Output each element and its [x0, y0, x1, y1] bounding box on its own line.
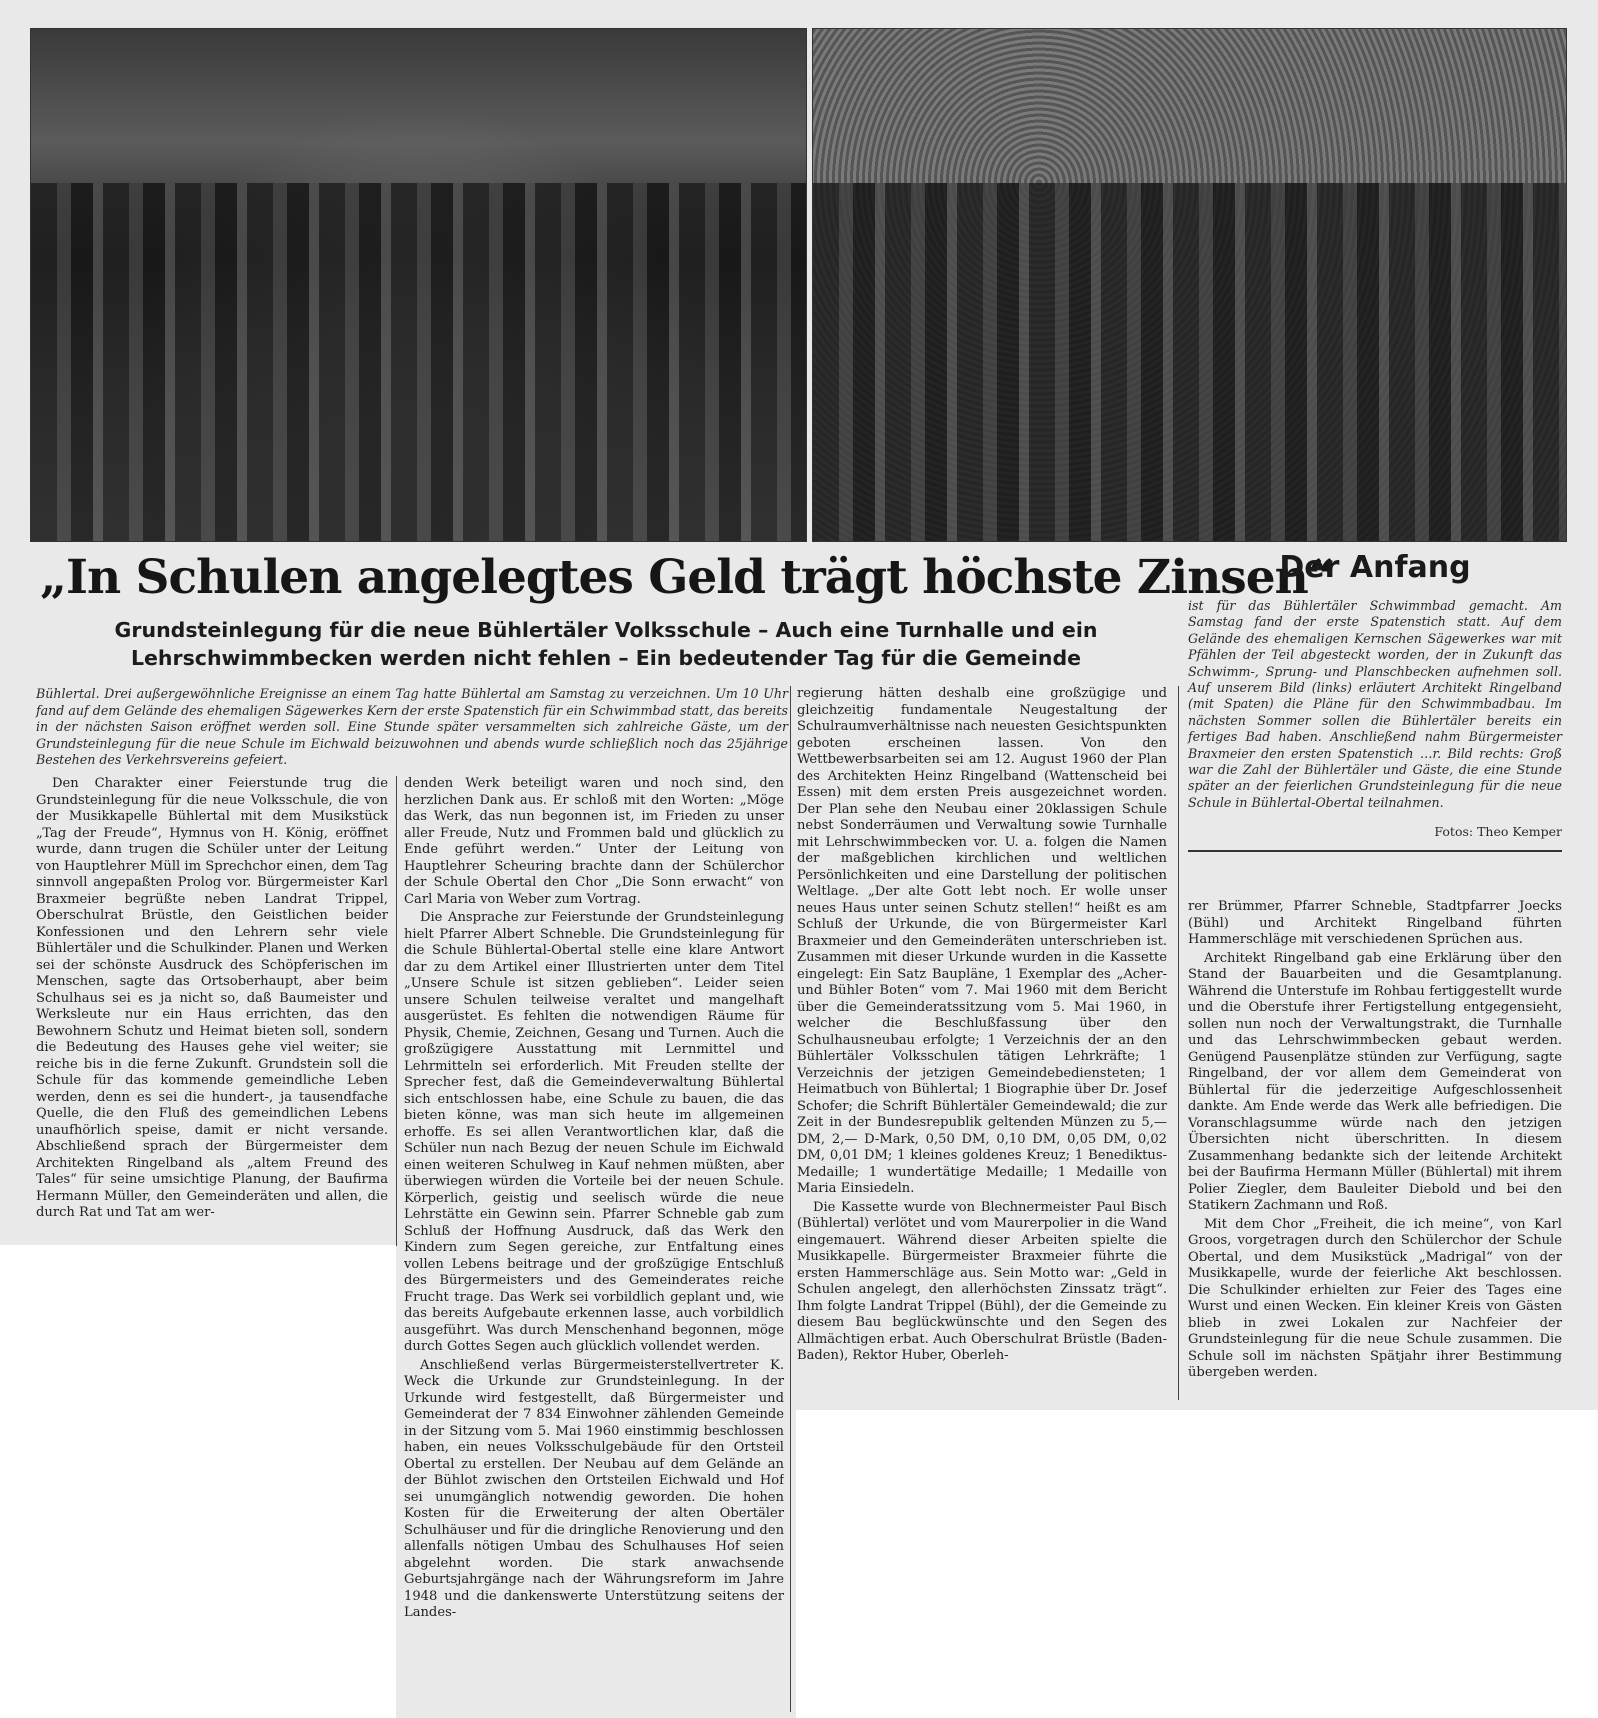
sidebar-text: ist für das Bühlertäler Schwimmbad gemacht. Am Samstag fand der erste Spatenstich statt. Auf dem Gelände des ehemaligen Kernschen Sägewerkes war mit Pfählen der Teil abgesteckt worden, der in Zukunft das Schwimm-, Sprung- und Planschbecken aufnehmen soll. Auf unserem Bild (links) erläutert Architekt Ringelband (mit Spaten) die Pläne für den Schwimmbadbau. Im nächsten Sommer sollen die Bühlertäler bereits ein fertiges Bad haben. Anschließend nahm Bürgermeister Braxmeier den ersten Spatenstich …r. Bild rechts: Groß war die Zahl der Bühlertäler und Gäste, die eine Stunde später an der feierlichen Grundsteinlegung für die neue Schule in Bühlertal-Obertal teilnahmen.: [1188, 598, 1562, 810]
article-column-1: [36, 776, 388, 1246]
paragraph: rer Brümmer, Pfarrer Schneble, Stadtpfarrer Joecks (Bühl) und Architekt Ringelband führten Hammerschläge mit verschiedenen Sprüchen aus.: [1188, 899, 1562, 947]
headline: „In Schulen angelegtes Geld trägt höchste Zinsen“: [40, 550, 1334, 605]
photo-credit: Fotos: Theo Kemper: [1434, 824, 1562, 839]
article-column-2: [404, 776, 784, 1712]
column-divider: [1178, 686, 1179, 1400]
paragraph: Mit dem Chor „Freiheit, die ich meine“, von Karl Groos, vorgetragen durch den Schülerchor der Schule Obertal, und dem Musikstück „Madrigal“ von der Musikkapelle, wurde der feierliche Akt beschlossen. Die Schulkinder erhielten zur Feier des Tages eine Wurst und einen Wecken. Ein kleiner Kreis von Gästen blieb in zwei Lokalen zur Nachfeier der Grundsteinlegung für die neue Schule zusammen. Die Schule soll im nächsten Spätjahr ihrer Bestimmung übergeben werden.: [1188, 1216, 1562, 1380]
subheadline: Grundsteinlegung für die neue Bühlertäler Volksschule – Auch eine Turnhalle und ein Lehrschwimmbecken werden nicht fehlen – Ein bedeutender Tag für die Gemeinde: [114, 618, 1098, 670]
paragraph: Architekt Ringelband gab eine Erklärung über den Stand der Bauarbeiten und die Gesamtplanung. Während die Unterstufe im Rohbau fertiggestellt wurde und die Oberstufe ihrer Fertigstellung entgegensieht, sollen nun noch der Verwaltungstrakt, die Turnhalle und das Lehrschwimmbecken gebaut werden. Genügend Pausenplätze stünden zur Verfügung, sagte Ringelband, der vor allem dem Gemeinderat von Bühlertal für die jederzeitige Aufgeschlossenheit dankte. Am Ende werde das Werk alle befriedigen. Die Voranschlagsumme würde nach den jetzigen Übersichten nicht überschritten. In diesem Zusammenhang bedankte sich der leitende Architekt bei der Baufirma Hermann Müller (Bühlertal) mit ihrem Polier Ziegler, dem Bauleiter Diebold und bei den Statikern Zachmann und Roß.: [1188, 950, 1562, 1213]
column-divider: [396, 776, 397, 1246]
paragraph: Anschließend verlas Bürgermeisterstellvertreter K. Weck die Urkunde zur Grundsteinlegung. In der Urkunde wird festgestellt, daß Bürgermeister und Gemeinderat der 7 834 Einwohner zählenden Gemeinde in der Sitzung vom 5. Mai 1960 einstimmig beschlossen haben, ein neues Volksschulgebäude für den Ortsteil Obertal zu erstellen. Der Neubau auf dem Gelände an der Bühlot zwischen den Ortsteilen Eichwald und Hof sei unumgänglich notwendig geworden. Die hohen Kosten für die Erweiterung der alten Obertäler Schulhäuser und für die dringliche Renovierung und den allenfalls nötigen Umbau des Schulhauses Hof seien abgelehnt worden. Die stark anwachsende Geburtsjahrgänge nach der Währungsreform im Jahre 1948 und die dankenswerte Unterstützung seitens der Landes-: [404, 1357, 784, 1620]
sidebar-title: Der Anfang: [1279, 550, 1471, 585]
article-column-3: [797, 686, 1167, 1400]
paragraph: Die Ansprache zur Feierstunde der Grundsteinlegung hielt Pfarrer Albert Schneble. Die Grundsteinlegung für die Schule Bühlertal-Obertal stelle eine klare Antwort dar zu dem Artikel einer Illustrierten unter dem Titel „Unsere Schule ist sitzen geblieben“. Leider seien unsere Schulen teilweise veraltet und mangelhaft ausgerüstet. Es fehlten die notwendigen Räume für Physik, Chemie, Zeichnen, Gesang und Turnen. Auch die großzügigere Ausstattung mit Lernmittel und Lehrmitteln sei erforderlich. Mit Freuden stellte der Sprecher fest, daß die Gemeindeverwaltung Bühlertal sich entschlossen habe, eine Schule zu bauen, die das bieten könne, was man sich heute im allgemeinen erhoffe. Es sei allen Verantwortlichen klar, daß die Schüler nun nach Bezug der neuen Schule im Eichwald einen weiteren Schulweg in Kauf nehmen müßten, aber überwiegen würden die Vorteile bei der neuen Schule. Körperlich, geistig und seelisch würde die neue Lehrstätte ein Gewinn sein. Pfarrer Schneble gab zum Schluß der Hoffnung Ausdruck, daß das Werk den Kindern zum Segen gereiche, zur Entfaltung eines vollen Lebens beitrage und der großzügige Entschluß des Bürgermeisters und des Gemeinderates reiche Frucht trage. Das Werk sei vorbildlich geplant und, wie das bereits Aufgebaute erkennen lasse, auch vorbildlich ausgeführt. Was durch Menschenhand begonnen, möge durch Gottes Segen auch glücklich vollendet werden.: [404, 910, 784, 1354]
paragraph: Den Charakter einer Feierstunde trug die Grundsteinlegung für die neue Volksschule, die von der Musikkapelle Bühlertal mit dem Musikstück „Tag der Freude“, Hymnus von H. König, eröffnet wurde, dann trugen die Schüler unter der Leitung von Hauptlehrer Müll im Sprechchor einen, dem Tag sinnvoll angepaßten Prolog vor. Bürgermeister Karl Braxmeier begrüßte neben Landrat Trippel, Oberschulrat Brüstle, den Geistlichen beider Konfessionen und den Lehrern sehr viele Bühlertäler und die Schulkinder. Planen und Werken sei der schönste Ausdruck des Schöpferischen im Menschen, sagte das Ortsoberhaupt, aber beim Schulhaus sei es ja nicht so, daß Baumeister und Werksleute nur ein Haus errichten, das den Bewohnern Schutz und Heimat bieten soll, sondern die Bedeutung des Hauses gehe viel weiter; sie reiche bis in die ferne Zukunft. Grundstein soll die Schule für das kommende gemeindliche Leben werden, denn es sei die hundert-, ja tausendfache Quelle, die den Fluß des gemeindlichen Lebens unaufhörlich speise, damit er nicht versande. Abschließend sprach der Bürgermeister dem Architekten Ringelband als „altem Freund des Tales“ für seine umsichtige Planung, der Baufirma Hermann Müller, den Gemeinderäten und allen, die durch Rat und Tat am wer-: [36, 776, 388, 1220]
column-divider: [790, 686, 791, 1712]
photo-groundbreaking: [30, 28, 807, 542]
sidebar-separator: [1188, 850, 1562, 852]
photo-people-silhouettes: [31, 183, 806, 541]
photo-crowd-silhouettes: [813, 183, 1566, 541]
paragraph: regierung hätten deshalb eine großzügige und gleichzeitig fundamentale Neugestaltung der Schulraumverhältnisse nach neuesten Gesichtspunkten geboten erscheinen lassen. Von den Wettbewerbsarbeiten sei am 12. August 1960 der Plan des Architekten Heinz Ringelband (Wattenscheid bei Essen) mit dem ersten Preis ausgezeichnet worden. Der Plan sehe den Neubau einer 20klassigen Schule nebst Sonderräumen und Verwaltung sowie Turnhalle mit Lehrschwimmbecken vor. U. a. folgen die Namen der maßgeblichen kirchlichen und weltlichen Persönlichkeiten und eine Darstellung der politischen Weltlage. „Der alte Gott lebt noch. Er wolle unser neues Haus unter seinen Schutz stellen!“ heißt es am Schluß der Urkunde, die von Bürgermeister Karl Braxmeier und den Gemeinderäten unterschrieben ist. Zusammen mit dieser Urkunde wurden in die Kassette eingelegt: Ein Satz Baupläne, 1 Exemplar des „Acher- und Bühler Boten“ vom 7. Mai 1960 mit dem Bericht über die Gemeinderatssitzung vom 5. Mai 1960, in welcher die Beschlußfassung über den Schulhausneubau erfolgte; 1 Verzeichnis der an den Bühlertäler Volksschulen tätigen Lehrkräfte; 1 Verzeichnis der jetzigen Gemeindebediensteten; 1 Heimatbuch von Bühlertal; 1 Biographie über Dr. Josef Schofer; die Schrift Bühlertäler Gemeindewald; die zur Zeit in der Bundesrepublik geltenden Münzen zu 5,— DM, 2,— D-Mark, 0,50 DM, 0,10 DM, 0,05 DM, 0,02 DM, 0,01 DM; 1 kleines goldenes Kreuz; 1 Benediktus-Medaille; 1 wundertätige Medaille; 1 Medaille von Maria Einsiedeln.: [797, 686, 1167, 1196]
lead-paragraph: Bühlertal. Drei außergewöhnliche Ereignisse an einem Tag hatte Bühlertal am Samstag zu verzeichnen. Um 10 Uhr fand auf dem Gelände des ehemaligen Sägewerkes Kern der erste Spatenstich für ein Schwimmbad statt, das bereits in der nächsten Saison eröffnet werden soll. Eine Stunde später versammelten sich zahlreiche Gäste, um der Grundsteinlegung für die neue Schule im Eichwald beizuwohnen und abends wurde schließlich noch das 25jährige Bestehen des Verkehrsvereins gefeiert.: [36, 686, 788, 768]
article-column-4: [1188, 899, 1562, 1399]
paragraph: Die Kassette wurde von Blechnermeister Paul Bisch (Bühlertal) verlötet und vom Maurerpolier in die Wand eingemauert. Während dieser Arbeiten spielte die Musikkapelle. Bürgermeister Braxmeier führte die ersten Hammerschläge aus. Sein Motto war: „Geld in Schulen angelegt, den allerhöchsten Zinssatz trägt“. Ihm folgte Landrat Trippel (Bühl), der die Gemeinde zu diesem Bau beglückwünschte und den Segen des Allmächtigen erbat. Auch Oberschulrat Brüstle (Baden-Baden), Rektor Huber, Oberleh-: [797, 1199, 1167, 1363]
photo-crowd: [812, 28, 1567, 542]
paragraph: denden Werk beteiligt waren und noch sind, den herzlichen Dank aus. Er schloß mit den Worten: „Möge das Werk, das nun begonnen ist, im Frieden zu unser aller Freude, Nutz und Frommen bald und glücklich zu Ende geführt werden.“ Unter der Leitung von Hauptlehrer Scheuring brachte dann der Schülerchor der Schule Obertal den Chor „Die Sonn erwacht“ von Carl Maria von Weber zum Vortrag.: [404, 776, 784, 907]
